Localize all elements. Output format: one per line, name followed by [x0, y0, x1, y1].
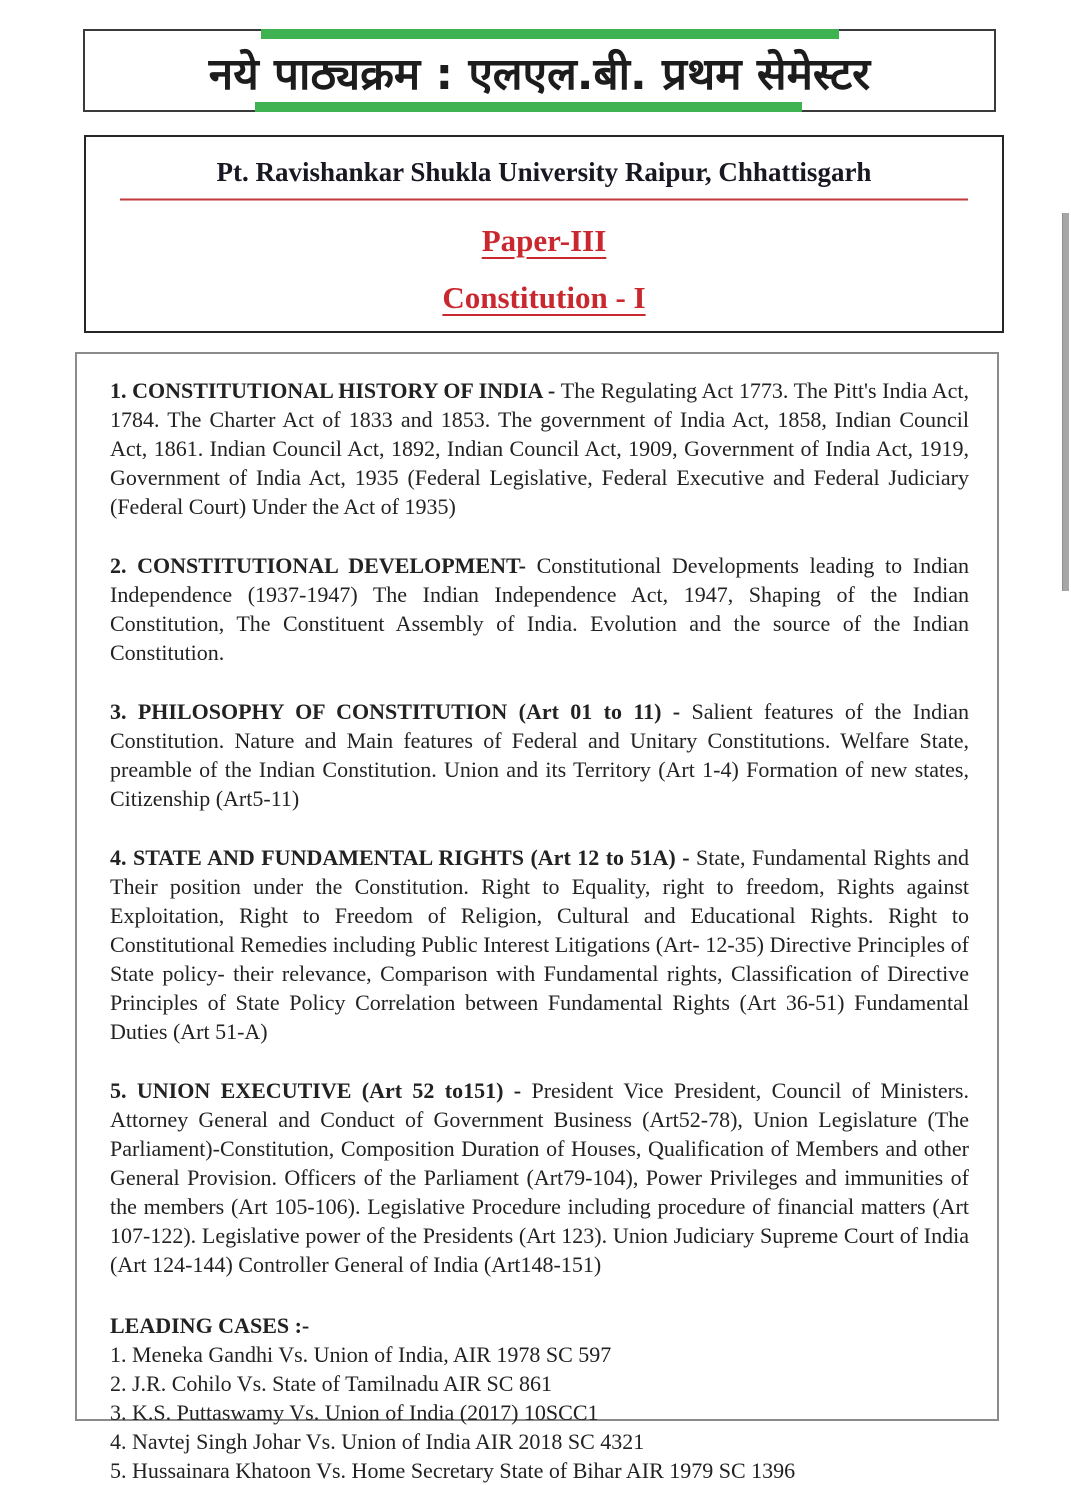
syllabus-section-4: [110, 843, 969, 1046]
section-3-heading: 3. PHILOSOPHY OF CONSTITUTION (Art 01 to 11) -: [110, 699, 692, 724]
syllabus-box: [75, 352, 999, 1483]
case-item-1: 1. Meneka Gandhi Vs. Union of India, AIR 1978 SC 597: [110, 1342, 612, 1367]
syllabus-section-1: [110, 376, 969, 521]
syllabus-section-3: [110, 697, 969, 813]
paper-title-box: [84, 135, 1004, 333]
banner-bottom-accent-bar: [255, 102, 802, 112]
case-item-5: 5. Hussainara Khatoon Vs. Home Secretary State of Bihar AIR 1979 SC 1396: [110, 1458, 796, 1483]
leading-cases-list: [110, 1340, 969, 1485]
section-4-heading: 4. STATE AND FUNDAMENTAL RIGHTS (Art 12 to 51A) -: [110, 845, 696, 870]
banner-top-accent-bar: [261, 29, 839, 39]
course-title: Constitution - I: [442, 280, 646, 315]
case-item-4: 4. Navtej Singh Johar Vs. Union of India AIR 2018 SC 4321: [110, 1429, 645, 1454]
hindi-banner-box: [83, 29, 996, 112]
red-divider-rule: [120, 198, 968, 201]
scrollbar-thumb[interactable]: [1062, 213, 1069, 591]
case-item-2: 2. J.R. Cohilo Vs. State of Tamilnadu AIR SC 861: [110, 1371, 552, 1396]
section-1-heading: 1. CONSTITUTIONAL HISTORY OF INDIA -: [110, 378, 561, 403]
section-4-body: State, Fundamental Rights and Their position under the Constitution. Right to Equality, right to freedom, Rights against Exploitation, Right to Freedom of Religion, Cultural and Educational Rights. Right to Constitutional Remedies including Public Interest Litigations (Art- 12-35) Directive Principles of State policy- their relevance, Comparison with Fundamental rights, Classification of Directive Principles of State Policy Correlation between Fundamental Rights (Art 36-51) Fundamental Duties (Art 51-A): [110, 845, 969, 1044]
section-5-body: President Vice President, Council of Ministers. Attorney General and Conduct of Government Business (Art52-78), Union Legislature (The Parliament)-Constitution, Composition Duration of Houses, Qualification of Members and other General Provision. Officers of the Parliament (Art79-104), Power Privileges and immunities of the members (Art 105-106). Legislative Procedure including procedure of financial matters (Art 107-122). Legislative power of the Presidents (Art 123). Union Judiciary Supreme Court of India (Art 124-144) Controller General of India (Art148-151): [110, 1078, 969, 1277]
section-1-body: The Regulating Act 1773. The Pitt's India Act, 1784. The Charter Act of 1833 and 1853. The government of India Act, 1858, Indian Council Act, 1861. Indian Council Act, 1892, Indian Council Act, 1909, Government of India Act, 1919, Government of India Act, 1935 (Federal Legislative, Federal Executive and Federal Judiciary (Federal Court) Under the Act of 1935): [110, 378, 969, 519]
section-2-body: Constitutional Developments leading to Indian Independence (1937-1947) The Indian Independence Act, 1947, Shaping of the Indian Constitution, The Constituent Assembly of India. Evolution and the source of the Indian Constitution.: [110, 553, 969, 665]
case-item-3: 3. K.S. Puttaswamy Vs. Union of India (2017) 10SCC1: [110, 1400, 599, 1425]
section-5-heading: 5. UNION EXECUTIVE (Art 52 to151) -: [110, 1078, 532, 1103]
syllabus-section-5: [110, 1076, 969, 1279]
university-name: Pt. Ravishankar Shukla University Raipur, Chhattisgarh: [216, 157, 872, 187]
banner-title: नये पाठ्यक्रम : एलएल.बी. प्रथम सेमेस्टर: [208, 48, 871, 100]
syllabus-section-2: [110, 551, 969, 667]
paper-number: Paper-III: [481, 223, 607, 258]
section-2-heading: 2. CONSTITUTIONAL DEVELOPMENT-: [110, 553, 537, 578]
leading-cases-heading: LEADING CASES :-: [110, 1313, 310, 1338]
section-3-body: Salient features of the Indian Constitution. Nature and Main features of Federal and Unitary Constitutions. Welfare State, preamble of the Indian Constitution. Union and its Territory (Art 1-4) Formation of new states, Citizenship (Art5-11): [110, 699, 969, 811]
